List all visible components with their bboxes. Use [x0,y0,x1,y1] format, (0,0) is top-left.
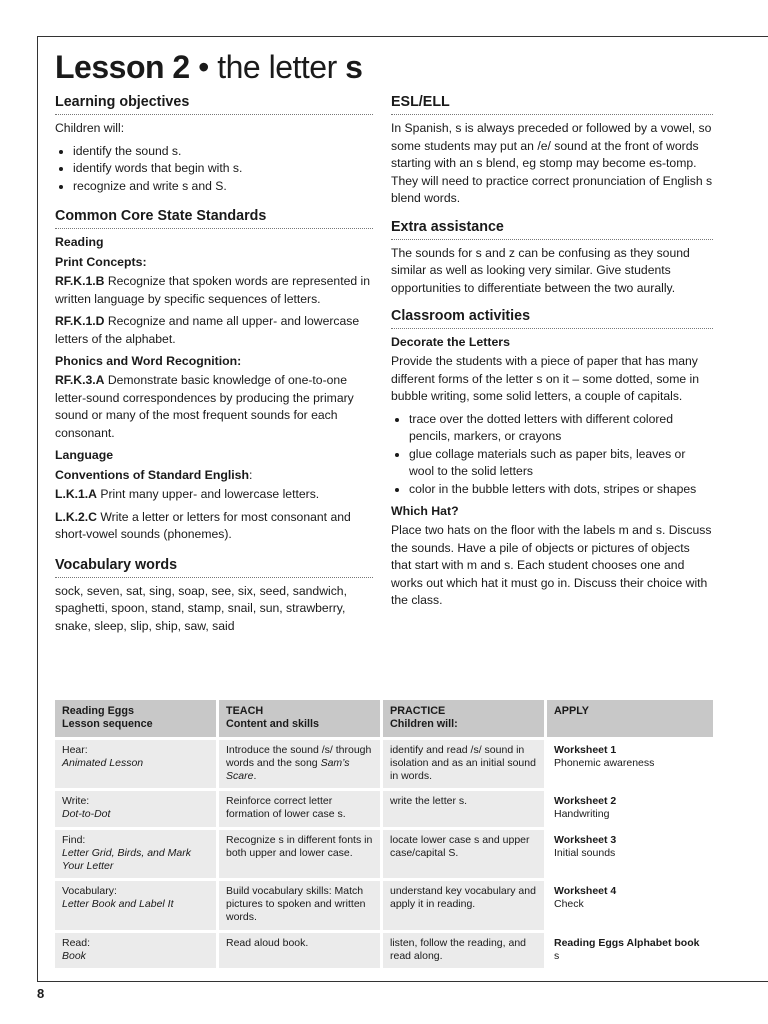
table-row [55,830,713,878]
classroom-activities-heading: Classroom activities [391,308,713,329]
classroom-activities-section [391,308,713,610]
print-concepts-label: Print Concepts: [55,255,147,269]
phonics-label: Phonics and Word Recognition: [55,354,242,368]
extra-assistance-heading: Extra assistance [391,219,713,240]
apply-cell: Worksheet 4 Check [547,881,713,929]
standard-code: RF.K.1.B [55,274,105,288]
teach-cell: Read aloud book. [219,933,383,969]
learning-objectives-heading: Learning objectives [55,94,373,115]
objectives-intro: Children will: [55,121,125,135]
practice-cell: understand key vocabulary and apply it in reading. [383,881,547,929]
lesson-cell: Vocabulary: Letter Book and Label It [55,881,219,929]
which-hat-heading: Which Hat? [391,504,459,518]
decorate-heading: Decorate the Letters [391,335,510,349]
teach-cell: Reinforce correct letter formation of lower case s. [219,791,383,827]
standard-rf-k-3-a [55,372,373,442]
teach-cell: Introduce the sound /s/ through words and the song Sam’s Scare. [219,740,383,788]
left-column [55,94,373,640]
standard-l-k-1-a [55,486,373,504]
teach-cell: Recognize s in different fonts in both upper and lower case. [219,830,383,878]
standard-rf-k-1-b [55,273,373,308]
table-row [55,881,713,929]
title-lesson: Lesson 2 [55,49,190,85]
header-practice: PRACTICE Children will: [383,700,547,737]
objective-item: • identify the sound s. [73,143,373,161]
conventions-text: Conventions of Standard English [55,468,250,482]
practice-cell: identify and read /s/ sound in isolation and as an initial sound in words. [383,740,547,788]
esl-section [391,94,713,208]
decorate-item: • color in the bubble letters with dots, stripes or shapes [409,481,713,499]
page-number: 8 [37,986,45,1001]
table-row [55,740,713,788]
standard-rf-k-1-d [55,313,373,348]
standard-text: Recognize and name all upper- and lowercase letters of the alphabet. [55,314,360,346]
standard-code: RF.K.3.A [55,373,105,387]
standards-section [55,208,373,544]
vocabulary-words: sock, seven, sat, sing, soap, see, six, seed, sandwich, spaghetti, spoon, stand, stamp, snail, sun, strawberry, snake, sleep, slip, ship, saw, said [55,583,347,633]
standards-heading: Common Core State Standards [55,208,373,229]
vocabulary-section [55,557,373,636]
page-title [55,44,362,90]
practice-cell: listen, follow the reading, and read along. [383,933,547,969]
header-teach: TEACH Content and skills [219,700,383,737]
header-lesson-sequence: Reading Eggs Lesson sequence [55,700,219,737]
header-apply: APPLY [547,700,713,737]
decorate-item: • trace over the dotted letters with different colored pencils, markers, or crayons [409,411,713,446]
esl-text: In Spanish, s is always preceded or followed by a vowel, so some students may put an /e/ sound at the front of words starting with an s blend, eg stomp may become es-tomp. They will need to practice correct pronunciation of English s blend words. [391,121,713,205]
decorate-text: Provide the students with a piece of paper that has many different forms of the letter s on it – some dotted, some in bubble writing, some solid letters, a couple of capitals. [391,354,700,403]
lesson-sequence-table [55,697,713,971]
right-column [391,94,713,615]
vocabulary-heading: Vocabulary words [55,557,373,578]
apply-cell: Worksheet 1 Phonemic awareness [547,740,713,788]
standard-text: Demonstrate basic knowledge of one-to-one letter-sound correspondences by producing the primary sound or many of the most frequent sounds for each consonant. [55,373,354,440]
lesson-cell: Write: Dot-to-Dot [55,791,219,827]
standard-code: RF.K.1.D [55,314,105,328]
standard-code: L.K.2.C [55,509,97,524]
table-header-row [55,700,713,737]
standard-text: Write a letter or letters for most consonant and short-vowel sounds (phonemes). [55,509,351,541]
title-bullet: • the letter [189,49,346,85]
practice-cell: locate lower case s and upper case/capital S. [383,830,547,878]
standard-text: Print many upper- and lowercase letters. [96,487,320,501]
standard-l-k-2-c [55,509,373,544]
standard-code: L.K.1.A [55,487,97,501]
practice-cell: write the letter s. [383,791,547,827]
table-row [55,791,713,827]
lesson-cell: Find: Letter Grid, Birds, and Mark Your Letter [55,830,219,878]
objective-item: • recognize and write s and S. [73,178,373,196]
lesson-cell: Hear: Animated Lesson [55,740,219,788]
conventions-label [55,467,373,483]
extra-assistance-text: The sounds for s and z can be confusing as they sound similar as well as looking very similar. Give students opportunities to differentiate between the two aurally. [391,245,690,295]
learning-objectives-section [55,94,373,195]
apply-cell: Worksheet 3 Initial sounds [547,830,713,878]
objective-item: • identify words that begin with s. [73,160,373,178]
objectives-list [55,143,373,196]
language-label: Language [55,448,114,462]
reading-label: Reading [55,235,104,249]
teach-cell: Build vocabulary skills: Match pictures to spoken and written words. [219,881,383,929]
apply-cell: Reading Eggs Alphabet book s [547,933,713,969]
table-row [55,933,713,969]
conventions-colon: : [249,468,253,482]
which-hat-text: Place two hats on the floor with the labels m and s. Discuss the sounds. Have a pile of objects or pictures of objects that start with m and s. Each student chooses one and works out which hat it must go in. Discuss their choice with the class. [391,523,712,607]
title-letter: s [345,49,363,85]
extra-assistance-section [391,219,713,298]
decorate-item: • glue collage materials such as paper bits, leaves or wool to the solid letters [409,446,713,481]
esl-heading: ESL/ELL [391,94,713,115]
decorate-list [391,411,713,499]
lesson-cell: Read: Book [55,933,219,969]
apply-cell: Worksheet 2 Handwriting [547,791,713,827]
standard-text: Recognize that spoken words are represented in written language by specific sequences of letters. [55,274,371,306]
